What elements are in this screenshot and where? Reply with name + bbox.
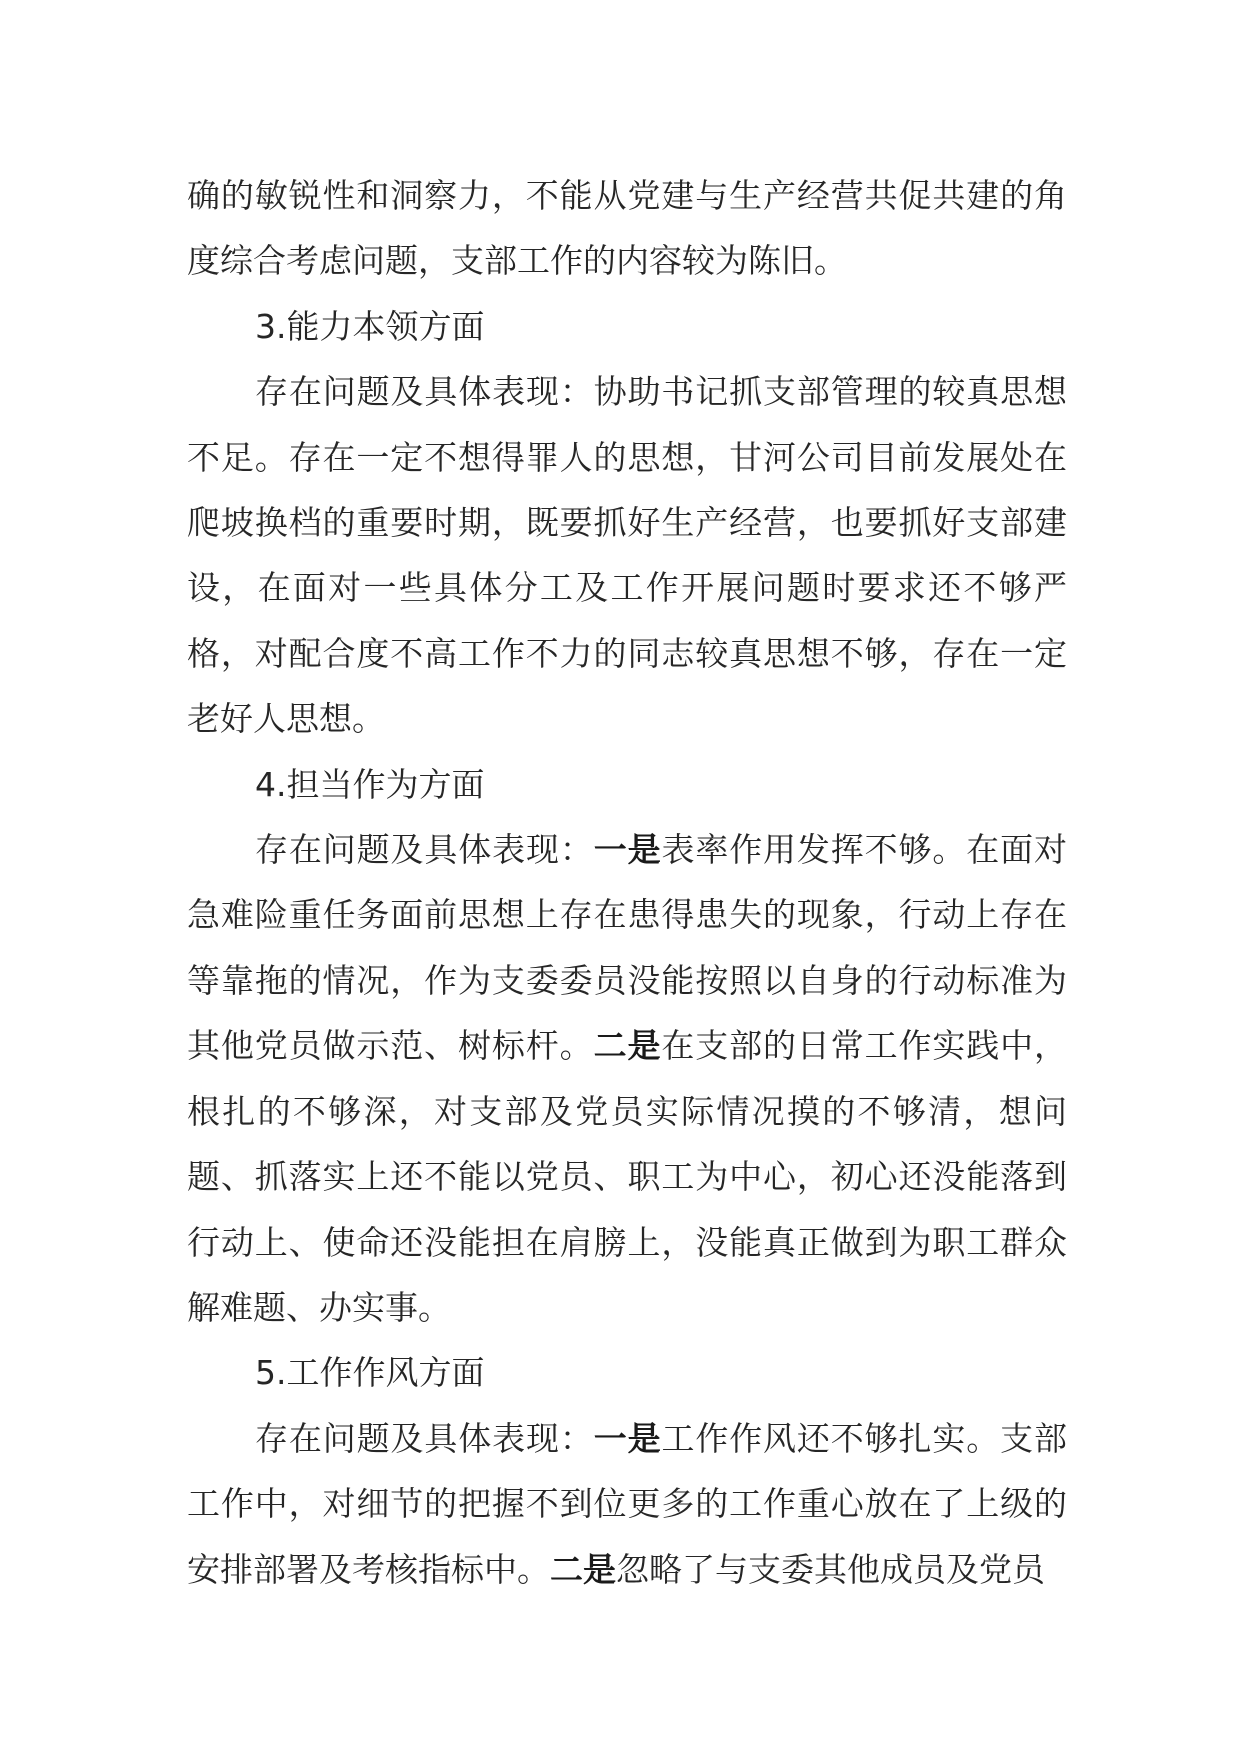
paragraph-lead: 存在问题及具体表现：	[255, 1418, 594, 1458]
section-heading-ability: 3.能力本领方面	[255, 306, 485, 346]
paragraph-text: 在支部的日常工作实践中，根扎的不够深，对支部及党员实际情况摸的不够清，想问题、抓落实上还不能以党员、职工为中心，初心还没能落到行动上、使命还没能担在肩膀上，没能真正做到为职工群众解难题、办实事。	[187, 1026, 1068, 1327]
section-heading-work-style: 5.工作作风方面	[255, 1353, 485, 1393]
paragraph-text: 表率作用发挥不够。在面对急难险重任务面前思想上存在患得患失的现象，行动上存在等靠拖的情况，作为支委委员没能按照以自身的行动标准为其他党员做示范、树标杆。	[187, 830, 1068, 1066]
paragraph-text: 忽略了与支委其他成员及党员	[616, 1549, 1045, 1589]
paragraph-text: 工作作风还不够扎实。支部工作中，对细节的把握不到位更多的工作重心放在了上级的安排部署及考核指标中。	[187, 1418, 1068, 1589]
paragraph-work-style-issues	[187, 1406, 1067, 1602]
emphasis-second: 二是	[593, 1026, 662, 1066]
paragraph-lead: 存在问题及具体表现：	[255, 830, 594, 870]
emphasis-first: 一是	[593, 1418, 662, 1458]
emphasis-second: 二是	[550, 1549, 616, 1589]
section-heading-responsibility: 4.担当作为方面	[255, 764, 485, 804]
paragraph-continuation: 确的敏锐性和洞察力，不能从党建与生产经营共促共建的角度综合考虑问题，支部工作的内容较为陈旧。	[187, 176, 1067, 281]
paragraph-ability-issues: 存在问题及具体表现：协助书记抓支部管理的较真思想不足。存在一定不想得罪人的思想，甘河公司目前发展处在爬坡换档的重要时期，既要抓好生产经营，也要抓好支部建设，在面对一些具体分工及工作开展问题时要求还不够严格，对配合度不高工作不力的同志较真思想不够，存在一定老好人思想。	[187, 372, 1067, 739]
emphasis-first: 一是	[593, 830, 662, 870]
document-body	[187, 163, 1067, 1602]
paragraph-responsibility-issues	[187, 817, 1067, 1340]
